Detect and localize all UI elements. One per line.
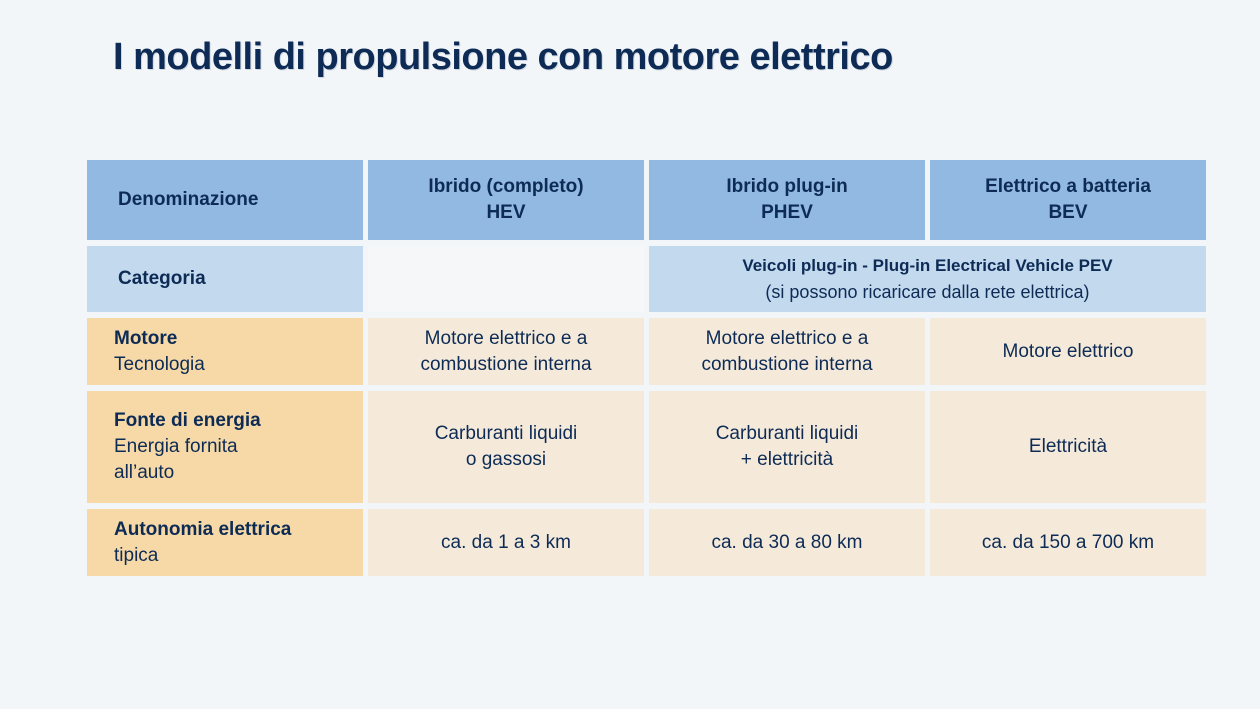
row-label-title: Motore [114,327,178,349]
row-label-autonomia-elettrica [87,509,363,576]
row-label-title: Autonomia elettrica [114,518,292,540]
cell-text-line1: Carburanti liquidi [715,423,859,444]
category-label-cell [87,246,363,312]
cell-autonomia-hev [368,509,644,576]
cell-text-line1: Motore elettrico [1002,340,1134,362]
header-bev-abbr: BEV [1048,202,1088,223]
category-pev-cell [649,246,1206,312]
cell-text-line2: combustione interna [701,353,873,375]
cell-fonte-bev [930,391,1206,503]
header-phev-name: Ibrido plug-in [726,176,848,197]
comparison-table [87,160,1206,576]
cell-text-line1: Elettricità [1028,436,1108,457]
cell-text-line1: ca. da 30 a 80 km [711,531,863,553]
header-hev-name: Ibrido (completo) [428,176,584,197]
cell-text-line2: o gassosi [465,449,547,470]
page-title: I modelli di propulsione con motore elettrico [113,36,893,78]
cell-text-line2: + elettricità [740,449,834,470]
header-label-cell [87,160,363,240]
header-cell-phev [649,160,925,240]
cell-text-line1: Motore elettrico e a [705,327,869,349]
cell-autonomia-bev [930,509,1206,576]
category-hev-cell [368,246,644,312]
cell-text-line1: Motore elettrico e a [424,327,588,349]
header-cell-bev [930,160,1206,240]
cell-motore-bev [930,318,1206,385]
category-pev-note: (si possono ricaricare dalla rete elettrica) [765,282,1090,302]
cell-text-line2: combustione interna [420,353,592,375]
header-hev-abbr: HEV [486,202,526,223]
row-label-subtitle: Energia fornita [114,436,238,457]
row-label-subtitle-2: all’auto [114,462,175,483]
cell-fonte-phev [649,391,925,503]
cell-text-line1: ca. da 150 a 700 km [981,531,1155,553]
row-label-subtitle: Tecnologia [114,353,205,375]
row-label-subtitle: tipica [114,544,159,566]
header-bev-name: Elettrico a batteria [985,176,1151,197]
cell-text-line1: Carburanti liquidi [434,423,578,444]
cell-motore-phev [649,318,925,385]
row-label-title: Fonte di energia [114,410,261,431]
row-label-motore [87,318,363,385]
category-pev-title: Veicoli plug-in - Plug-in Electrical Vehicle PEV [742,256,1113,275]
cell-text-line1: ca. da 1 a 3 km [441,531,571,553]
cell-motore-hev [368,318,644,385]
header-label: Denominazione [118,189,259,210]
cell-fonte-hev [368,391,644,503]
header-phev-abbr: PHEV [761,202,813,223]
row-label-fonte-di-energia [87,391,363,503]
header-cell-hev [368,160,644,240]
cell-autonomia-phev [649,509,925,576]
category-label: Categoria [118,268,206,289]
